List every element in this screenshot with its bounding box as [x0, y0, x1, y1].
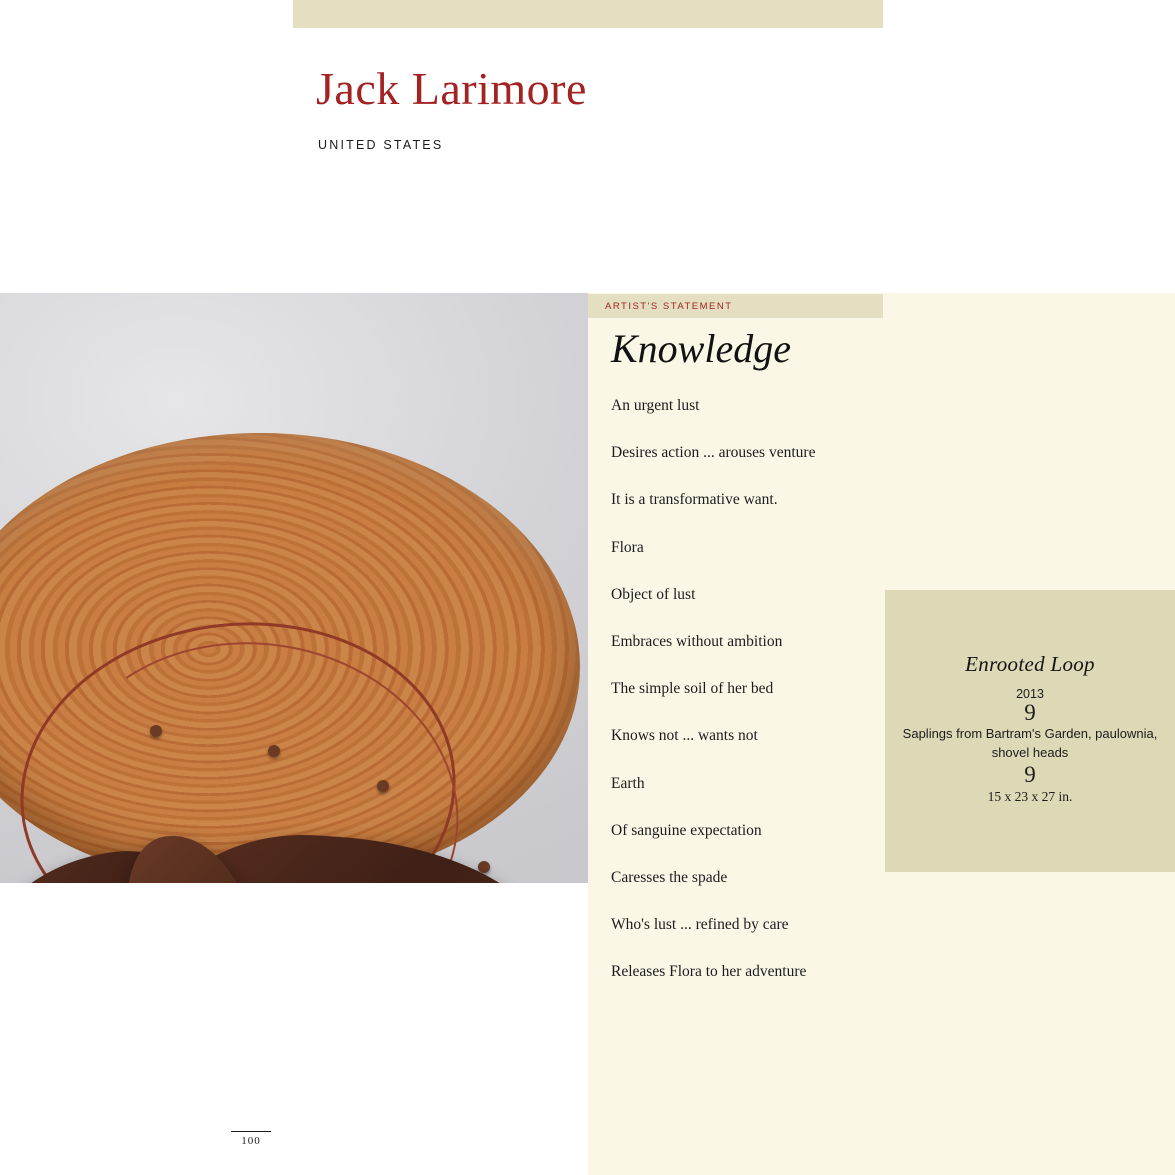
artwork-caption-card — [881, 586, 1175, 876]
folio — [231, 1131, 271, 1147]
statement-line: Caresses the spade — [611, 868, 728, 886]
statement-line: The simple soil of her bed — [611, 680, 774, 698]
folio-rule — [231, 1131, 271, 1132]
statement-line: Embraces without ambition — [611, 632, 783, 650]
artwork-dimensions: 15 x 23 x 27 in. — [987, 788, 1073, 804]
statement-section-label: ARTIST'S STATEMENT — [605, 301, 733, 312]
statement-line: Who's lust ... refined by care — [611, 916, 789, 934]
statement-line: Knows not ... wants not — [611, 727, 758, 745]
statement-line: Of sanguine expectation — [611, 821, 762, 839]
statement-line: Desires action ... arouses venture — [611, 444, 816, 462]
statement-title: Knowledge — [611, 326, 791, 371]
ornament-glyph-top: 9 — [1024, 700, 1036, 725]
statement-line: Earth — [611, 774, 645, 792]
artwork-materials: Saplings from Bartram's Garden, paulownia, shovel heads — [902, 726, 1158, 760]
statement-line: It is a transformative want. — [611, 491, 778, 509]
artwork-photo — [0, 293, 588, 883]
page-number: 100 — [241, 1135, 261, 1147]
page-title: Jack Larimore — [316, 63, 587, 114]
statement-body — [611, 398, 911, 1011]
ornament-glyph-bottom: 9 — [1024, 761, 1036, 787]
statement-line: An urgent lust — [611, 397, 700, 414]
artwork-year: 2013 — [1016, 687, 1044, 701]
statement-section-header — [588, 294, 883, 318]
top-color-band — [293, 0, 883, 28]
artist-country-label: UNITED STATES — [318, 138, 444, 152]
artwork-title: Enrooted Loop — [965, 652, 1095, 676]
statement-line: Flora — [611, 538, 644, 556]
statement-line: Object of lust — [611, 585, 696, 603]
statement-line: Releases Flora to her adventure — [611, 963, 807, 981]
